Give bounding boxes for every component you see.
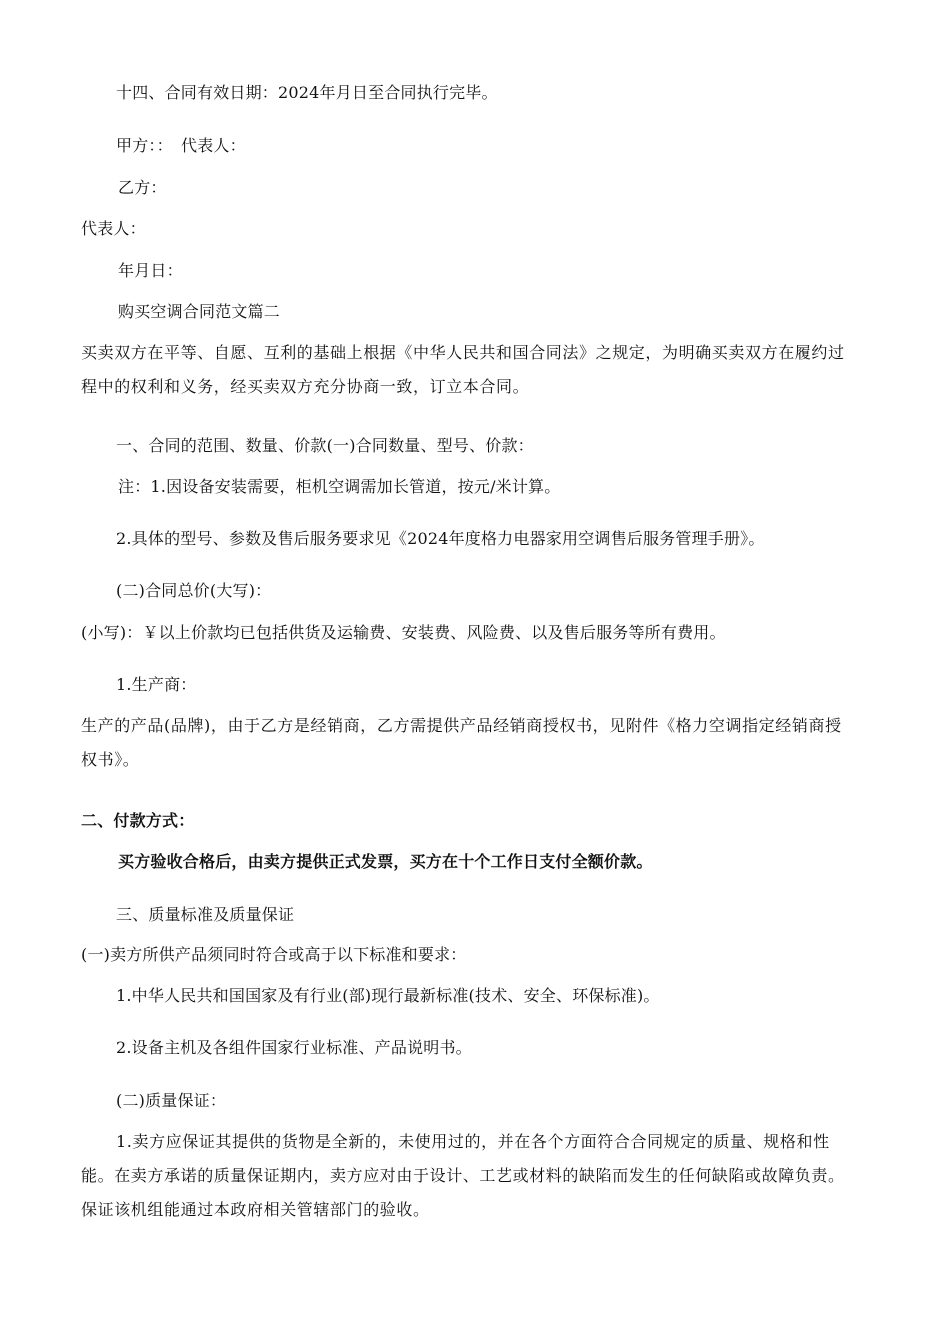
clause-1-heading: 一、合同的范围、数量、价款(一)合同数量、型号、价款： — [116, 436, 534, 455]
quality-standard-1: 1.中华人民共和国国家及有行业(部)现行最新标准(技术、安全、环保标准)。 — [116, 986, 660, 1005]
note-2: 2.具体的型号、参数及售后服务要求见《2024年度格力电器家用空调售后服务管理手册》。 — [116, 529, 765, 548]
representative-label: 代表人： — [81, 219, 146, 238]
date-label: 年月日： — [118, 261, 183, 280]
total-price-small: (小写)：￥以上价款均已包括供货及运输费、安装费、风险费、以及售后服务等所有费用。 — [81, 623, 726, 642]
clause-2-heading: 二、付款方式： — [81, 811, 195, 830]
total-price-capital: (二)合同总价(大写)： — [116, 581, 272, 600]
clause-3-heading: 三、质量标准及质量保证 — [116, 905, 295, 924]
party-a-signature: 甲方：： 代表人： — [116, 136, 246, 155]
preamble-paragraph: 买卖双方在平等、自愿、互利的基础上根据《中华人民共和国合同法》之规定，为明确买卖双方在履约过程中的权利和义务，经买卖双方充分协商一致，订立本合同。 — [81, 343, 845, 396]
note-1: 注：1.因设备安装需要，柜机空调需加长管道，按元/米计算。 — [118, 477, 561, 496]
quality-guarantee-heading: (二)质量保证： — [116, 1091, 227, 1110]
party-b-signature: 乙方： — [118, 178, 167, 197]
manufacturer-paragraph: 生产的产品(品牌)，由于乙方是经销商，乙方需提供产品经销商授权书，见附件《格力空调指定经销商授权书》。 — [81, 716, 842, 769]
section-title-part-two: 购买空调合同范文篇二 — [118, 302, 281, 321]
quality-standards-intro: (一)卖方所供产品须同时符合或高于以下标准和要求： — [81, 945, 467, 964]
quality-standard-2: 2.设备主机及各组件国家行业标准、产品说明书。 — [116, 1038, 472, 1057]
quality-guarantee-paragraph: 1.卖方应保证其提供的货物是全新的，未使用过的，并在各个方面符合合同规定的质量、规格和性能。在卖方承诺的质量保证期内，卖方应对由于设计、工艺或材料的缺陷而发生的任何缺陷或故障负责。保证该机组能通过本政府相关管辖部门的验收。 — [81, 1132, 845, 1219]
payment-terms: 买方验收合格后，由卖方提供正式发票，买方在十个工作日支付全额价款。 — [118, 852, 653, 871]
clause-14-validity: 十四、合同有效日期：2024年月日至合同执行完毕。 — [116, 83, 498, 102]
manufacturer-label: 1.生产商： — [116, 675, 197, 694]
